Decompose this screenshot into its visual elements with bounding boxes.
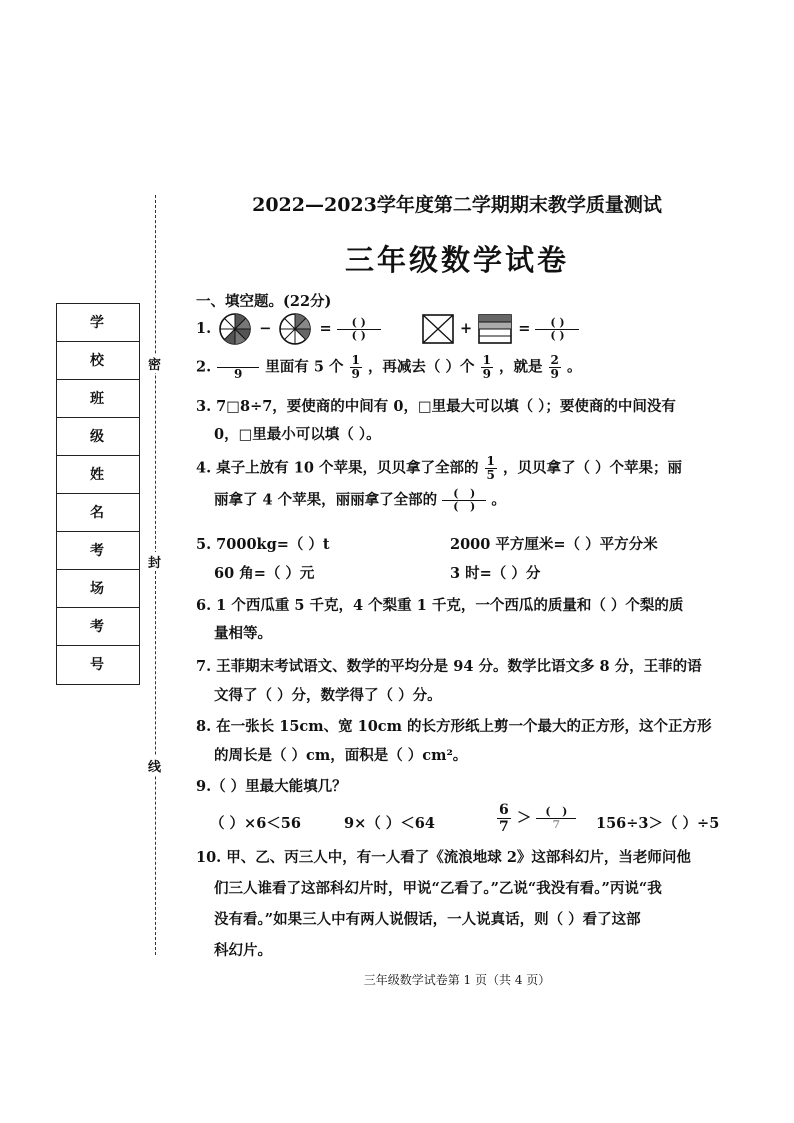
q4-fraction-one-fifth: $\frac{1}{5}$ <box>486 454 495 482</box>
student-info-table <box>56 303 140 685</box>
question-7-line-2: 文得了（ ）分，数学得了（ ）分。 <box>214 687 442 704</box>
question-9-heading: 9.（ ）里最大能填几？ <box>196 778 347 795</box>
q1-minus: − <box>259 320 272 337</box>
question-10-line-2: 们三人谁看了这部科幻片时，甲说“乙看了。”乙说“我没有看。”丙说“我 <box>214 880 662 897</box>
q2-number: 2. <box>196 358 212 376</box>
q1-equals-2: = <box>518 320 531 337</box>
square-diagonals-icon <box>421 313 455 345</box>
question-5-c: 60 角=（ ）元 <box>214 565 315 582</box>
question-1 <box>196 312 579 346</box>
info-label-class: 班 级 <box>57 380 139 418</box>
question-10-line-3: 没有看。”如果三人中有两人说假话，一人说真话，则（ ）看了这部 <box>214 911 641 928</box>
q2-text-3: ，就是 <box>498 358 543 376</box>
question-10-line-4: 科幻片。 <box>214 942 272 959</box>
q2-text-2: ，再减去（ ）个 <box>367 358 475 376</box>
info-label-school: 学 校 <box>57 304 139 342</box>
question-10-line-1: 10. 甲、乙、丙三人中，有一人看了《流浪地球 2》这部科幻片，当老师问他 <box>196 849 691 866</box>
q1-number: 1. <box>196 320 212 337</box>
q4-answer-fraction[interactable]: ( ) ( ) <box>442 488 486 513</box>
question-8-line-1: 8. 在一张长 15cm、宽 10cm 的长方形纸上剪一个最大的正方形，这个正方形 <box>196 718 712 735</box>
seal-char-xian: 线 <box>148 756 161 775</box>
q9-fraction-six-sevenths: $\frac{6}{7}$ <box>499 802 509 835</box>
q2-answer-fraction[interactable]: 9 <box>217 354 259 381</box>
question-9-c: $\frac{6}{7}$ ＞ ( ) 7 <box>496 802 576 835</box>
q2-text-4: 。 <box>566 358 582 376</box>
info-label-room: 考 场 <box>57 532 139 570</box>
exam-title: 2022—2023学年度第二学期期末教学质量测试 <box>252 194 662 216</box>
question-2 <box>196 354 581 381</box>
striped-rectangle-icon <box>477 313 513 345</box>
question-3-line-2: 0，□里最小可以填（ ）。 <box>214 426 381 443</box>
page-footer: 三年级数学试卷第 1 页（共 4 页） <box>363 973 551 987</box>
question-4-line-1: 4. 桌子上放有 10 个苹果，贝贝拿了全部的 $\frac{1}{5}$ ，贝贝拿了（ ）个苹果；丽 <box>196 454 683 482</box>
q1-answer-fraction-1[interactable]: ( ) ( ) <box>337 317 381 342</box>
question-5-d: 3 时=（ ）分 <box>450 565 541 582</box>
question-4-line-2: 丽拿了 4 个苹果，丽丽拿了全部的 ( ) ( ) 。 <box>214 487 506 513</box>
seal-dashed-line <box>155 195 156 955</box>
q2-fraction-two-ninths: $\frac{2}{9}$ <box>550 353 559 381</box>
question-6-line-2: 量相等。 <box>214 625 272 642</box>
question-7-line-1: 7. 王菲期末考试语文、数学的平均分是 94 分。数学比语文多 8 分，王菲的语 <box>196 658 702 675</box>
question-8-line-2: 的周长是（ ）cm，面积是（ ）cm²。 <box>214 747 468 764</box>
question-3-line-1: 3. 7□8÷7，要使商的中间有 0，□里最大可以填（ ）；要使商的中间没有 <box>196 398 676 415</box>
circle-eighths-icon <box>216 312 254 346</box>
info-label-name: 姓 名 <box>57 456 139 494</box>
exam-subtitle: 三年级数学试卷 <box>344 243 569 277</box>
q1-equals: = <box>319 320 332 337</box>
question-9-d: 156÷3＞（ ）÷5 <box>596 815 720 832</box>
question-9-b: 9×（ ）＜64 <box>344 815 435 832</box>
info-label-number: 考 号 <box>57 608 139 646</box>
q2-fraction-one-ninth-2: $\frac{1}{9}$ <box>482 353 491 381</box>
question-5-b: 2000 平方厘米=（ ）平方分米 <box>450 536 658 553</box>
question-9-a: （ ）×6＜56 <box>210 815 301 832</box>
q2-fraction-one-ninth: $\frac{1}{9}$ <box>351 353 360 381</box>
q1-answer-fraction-2[interactable]: ( ) ( ) <box>535 317 579 342</box>
question-6-line-1: 6. 1 个西瓜重 5 千克，4 个梨重 1 千克，一个西瓜的质量和（ ）个梨的质 <box>196 597 684 614</box>
q1-plus: + <box>459 320 473 337</box>
seal-char-mi: 密 <box>148 354 161 373</box>
seal-char-feng: 封 <box>148 552 161 571</box>
question-5-a: 5. 7000kg=（ ）t <box>196 536 330 553</box>
q2-text-1: 里面有 5 个 <box>265 358 344 376</box>
section-heading: 一、填空题。(22分) <box>196 293 332 310</box>
q9-answer-fraction[interactable]: ( ) 7 <box>536 806 576 831</box>
circle-eighths-icon-2 <box>276 312 314 346</box>
